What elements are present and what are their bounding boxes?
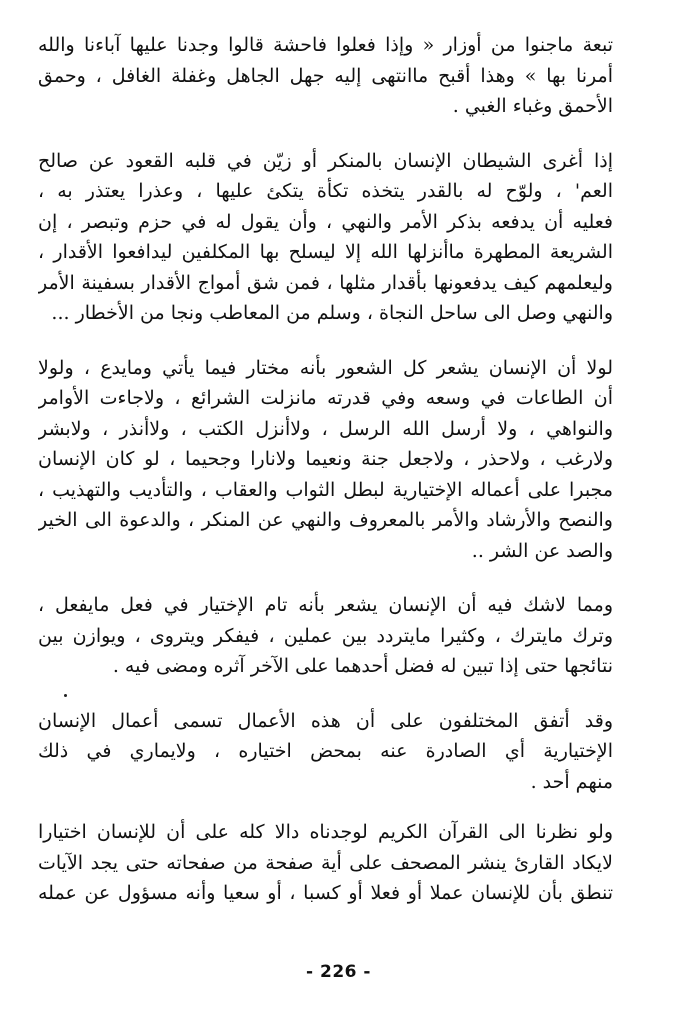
paragraph-2 bbox=[38, 146, 613, 329]
text-line: والنواهي ، ولا أرسل الله الرسل ، ولاأنزل الكتب ، ولاأنذر ، ولابشر bbox=[38, 417, 613, 440]
text-line: الشريعة المطهرة ماأنزلها الله إلا ليسلح بها المكلفين ليدافعوا الأقدار ، bbox=[38, 241, 613, 263]
page-body bbox=[38, 30, 613, 909]
text-line: والنصح والأرشاد والأمر بالمعروف والنهي عن المنكر ، والدعوة الى الخير bbox=[38, 509, 613, 531]
text-line: ولو نظرنا الى القرآن الكريم لوجدناه دالا كله على أن للإنسان اختيارا bbox=[38, 821, 613, 843]
paragraph-5 bbox=[38, 706, 613, 798]
paragraph-3 bbox=[38, 353, 613, 567]
text-line: ومما لاشك فيه أن الإنسان يشعر بأنه تام الإختيار في فعل مايفعل ، bbox=[38, 594, 613, 616]
text-line: العم' ، ولوّح له بالقدر يتخذه تكأة يتكئ عليها ، وعذرا يعتذر به ، bbox=[38, 180, 613, 202]
text-line: فعليه أن يدفعه بذكر الأمر والنهي ، وأن يقول له في حزم وتبصر ، إن bbox=[38, 210, 613, 233]
text-line: تبعة ماجنوا من أوزار « وإذا فعلوا فاحشة قالوا وجدنا عليها آباءنا والله bbox=[38, 34, 613, 56]
text-line: وليعلمهم كيف يدفعونها بأقدار مثلها ، فمن شق أمواج الأقدار بسفينة الأمر bbox=[38, 271, 613, 294]
page-number: - 226 - bbox=[306, 962, 371, 982]
paragraph-1 bbox=[38, 30, 613, 122]
text-line: أمرنا بها » وهذا أقبح ماانتهى إليه جهل الجاهل وغفلة الغافل ، وحمق bbox=[38, 64, 613, 87]
text-line: لولا أن الإنسان يشعر كل الشعور بأنه مختار فيما يأتي ومايدع ، ولولا bbox=[38, 356, 613, 379]
text-line: ولارغب ، ولاحذر ، ولاجعل جنة ونعيما ولانارا وجحيما ، لو كان الإنسان bbox=[38, 448, 613, 470]
text-line: أن الطاعات في وسعه وفي قدرته مانزلت الشرائع ، ولاجاءت الأوامر bbox=[38, 387, 613, 409]
text-line: مجبرا على أعماله الإختيارية لبطل الثواب والعقاب ، والتأديب والتهذيب ، bbox=[38, 478, 613, 501]
text-line: إذا أغرى الشيطان الإنسان بالمنكر أو زيّن في قلبه القعود عن صالح bbox=[38, 149, 613, 172]
text-line: نتائجها حتى إذا تبين له فضل أحدهما على الآخر آثره ومضى فيه . bbox=[112, 655, 613, 677]
text-line: والنهي وصل الى ساحل النجاة ، وسلم من المعاطب ونجا من الأخطار ... bbox=[51, 302, 613, 324]
text-line: لايكاد القارئ ينشر المصحف على أية صفحة من صفحاته حتى يجد الآيات bbox=[38, 851, 613, 874]
ink-speck bbox=[64, 694, 67, 697]
text-line: وترك مايترك ، وكثيرا مايتردد بين عملين ، فيفكر ويتروى ، ويوازن بين bbox=[38, 624, 613, 647]
paragraph-4 bbox=[38, 590, 613, 682]
text-line: منهم أحد . bbox=[530, 770, 613, 793]
text-line: الإختيارية أي الصادرة عنه بمحض اختياره ، ولايماري في ذلك bbox=[38, 740, 613, 762]
text-line: الأحمق وغباء الغبي . bbox=[452, 95, 613, 117]
text-line: تنطق بأن للإنسان عملا أو فعلا أو كسبا ، أو سعيا وأنه مسؤول عن عمله bbox=[38, 882, 613, 904]
paragraph-6 bbox=[38, 817, 613, 909]
text-line: والصد عن الشر .. bbox=[471, 539, 613, 562]
text-line: وقد أتفق المختلفون على أن هذه الأعمال تسمى أعمال الإنسان bbox=[38, 709, 613, 732]
